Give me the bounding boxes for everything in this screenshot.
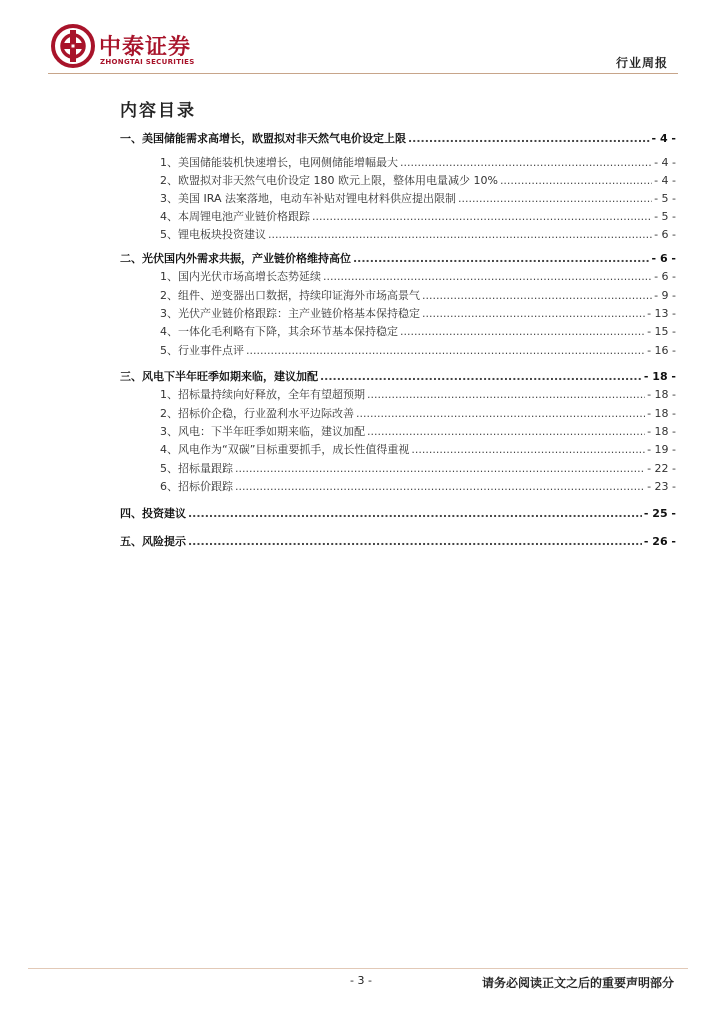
toc-entry[interactable]: [160, 405, 676, 423]
zhongtai-logo-icon: [51, 24, 95, 68]
toc-leader-dots: [188, 533, 642, 551]
toc-entry-page: - 9 -: [654, 289, 676, 302]
toc-entry-number: 1、: [160, 388, 178, 401]
toc-entry-title: 美国储能需求高增长，欧盟拟对非天然气电价设定上限: [142, 132, 406, 145]
toc-entry[interactable]: [160, 342, 676, 360]
toc-leader-dots: [323, 268, 652, 286]
toc-leader-dots: [320, 368, 642, 386]
toc-entry[interactable]: [160, 460, 676, 478]
toc-entry[interactable]: [120, 368, 676, 386]
toc-entry-page: - 4 -: [654, 156, 676, 169]
toc-entry-number: 三、: [120, 370, 142, 383]
toc-entry-number: 3、: [160, 425, 178, 438]
company-name-cn: 中泰证券: [99, 35, 192, 60]
toc-entry-title: 光伏国内外需求共振，产业链价格维持高位: [142, 252, 351, 265]
toc-entry-page: - 25 -: [643, 507, 676, 520]
footer-disclaimer: 请务必阅读正文之后的重要声明部分: [481, 976, 674, 990]
toc-entry-number: 6、: [160, 480, 178, 493]
toc-entry-number: 5、: [160, 462, 178, 475]
toc-leader-dots: [268, 226, 652, 244]
company-name-en: ZHONGTAI SECURITIES: [100, 58, 195, 66]
toc-leader-dots: [400, 154, 652, 172]
toc-entry[interactable]: [160, 478, 676, 496]
toc-entry-page: - 16 -: [647, 344, 676, 357]
footer-divider: [28, 968, 688, 969]
toc-entry-title: 招标价跟踪: [178, 480, 233, 493]
toc-entry-number: 四、: [120, 507, 142, 520]
toc-entry[interactable]: [160, 305, 676, 323]
toc-entry-number: 4、: [160, 325, 178, 338]
toc-entry-page: - 4 -: [654, 174, 676, 187]
toc-entry-title: 美国储能装机快速增长，电网侧储能增幅最大: [178, 156, 398, 169]
toc-entry[interactable]: [160, 172, 676, 190]
toc-entry-title: 一体化毛利略有下降，其余环节基本保持稳定: [178, 325, 398, 338]
toc-entry-title: 锂电板块投资建议: [178, 228, 266, 241]
toc-entry-page: - 13 -: [647, 307, 676, 320]
toc-entry-number: 5、: [160, 228, 178, 241]
toc-entry-title: 光伏产业链价格跟踪：主产业链价格基本保持稳定: [178, 307, 420, 320]
toc-entry[interactable]: [160, 154, 676, 172]
toc-entry-title: 国内光伏市场高增长态势延续: [178, 270, 321, 283]
toc-entry-title: 风电作为“双碳”目标重要抓手，成长性值得重视: [178, 443, 410, 456]
toc-entry-title: 招标量跟踪: [178, 462, 233, 475]
toc-entry-page: - 6 -: [651, 252, 676, 265]
toc-entry[interactable]: [160, 386, 676, 404]
toc-leader-dots: [458, 190, 652, 208]
toc-leader-dots: [500, 172, 652, 190]
toc-leader-dots: [408, 130, 650, 148]
toc-entry-number: 2、: [160, 174, 178, 187]
toc-entry-title: 投资建议: [142, 507, 186, 520]
toc-entry-page: - 6 -: [654, 270, 676, 283]
toc-entry-page: - 18 -: [643, 370, 676, 383]
toc-entry[interactable]: [160, 441, 676, 459]
toc-leader-dots: [367, 386, 645, 404]
toc-entry-page: - 18 -: [647, 425, 676, 438]
toc-entry-number: 2、: [160, 407, 178, 420]
toc-entry[interactable]: [120, 533, 676, 551]
toc-leader-dots: [422, 305, 645, 323]
toc-entry-title: 招标量持续向好释放，全年有望超预期: [178, 388, 365, 401]
toc-entry[interactable]: [160, 226, 676, 244]
toc-entry-number: 4、: [160, 443, 178, 456]
header-divider: [48, 73, 678, 74]
toc-entry-page: - 15 -: [647, 325, 676, 338]
toc-entry[interactable]: [160, 287, 676, 305]
toc-entry-number: 4、: [160, 210, 178, 223]
toc-entry[interactable]: [120, 505, 676, 523]
report-type-label: 行业周报: [615, 56, 668, 70]
toc-entry[interactable]: [160, 423, 676, 441]
toc-title: 内容目录: [120, 101, 196, 121]
toc-entry-title: 欧盟拟对非天然气电价设定 180 欧元上限，整体用电量减少 10%: [178, 174, 498, 187]
toc-entry[interactable]: [160, 268, 676, 286]
toc-entry-number: 一、: [120, 132, 142, 145]
toc-leader-dots: [422, 287, 652, 305]
toc-entry-page: - 26 -: [643, 535, 676, 548]
toc-entry-title: 风险提示: [142, 535, 186, 548]
toc-leader-dots: [400, 323, 645, 341]
toc-leader-dots: [246, 342, 645, 360]
toc-leader-dots: [188, 505, 642, 523]
toc-entry-page: - 5 -: [654, 210, 676, 223]
toc-leader-dots: [235, 460, 645, 478]
toc-entry-number: 5、: [160, 344, 178, 357]
toc-entry-number: 3、: [160, 307, 178, 320]
toc-leader-dots: [312, 208, 652, 226]
page-number: - 3 -: [350, 974, 372, 987]
toc-entry[interactable]: [160, 190, 676, 208]
toc-entry-page: - 23 -: [647, 480, 676, 493]
toc-entry-number: 1、: [160, 270, 178, 283]
toc-entry[interactable]: [160, 323, 676, 341]
toc-entry-number: 1、: [160, 156, 178, 169]
toc-leader-dots: [353, 250, 650, 268]
toc-entry-number: 五、: [120, 535, 142, 548]
toc-entry-page: - 4 -: [651, 132, 676, 145]
toc-entry-title: 招标价企稳，行业盈利水平边际改善: [178, 407, 354, 420]
toc-entry[interactable]: [120, 250, 676, 268]
toc-leader-dots: [367, 423, 645, 441]
toc-entry-number: 3、: [160, 192, 178, 205]
toc-entry-page: - 6 -: [654, 228, 676, 241]
toc-entry-page: - 22 -: [647, 462, 676, 475]
toc-entry-page: - 18 -: [647, 388, 676, 401]
toc-entry[interactable]: [160, 208, 676, 226]
toc-entry-title: 行业事件点评: [178, 344, 244, 357]
toc-entry-page: - 18 -: [647, 407, 676, 420]
toc-entry-title: 本周锂电池产业链价格跟踪: [178, 210, 310, 223]
toc-entry-page: - 19 -: [647, 443, 676, 456]
toc-entry-title: 美国 IRA 法案落地，电动车补贴对锂电材料供应提出限制: [178, 192, 456, 205]
toc-leader-dots: [411, 441, 645, 459]
page-header: [0, 0, 724, 80]
toc-leader-dots: [356, 405, 645, 423]
toc-entry-page: - 5 -: [654, 192, 676, 205]
toc-entry[interactable]: [120, 130, 676, 148]
toc-leader-dots: [235, 478, 645, 496]
toc-entry-number: 二、: [120, 252, 142, 265]
toc-entry-number: 2、: [160, 289, 178, 302]
toc-entry-title: 风电：下半年旺季如期来临，建议加配: [178, 425, 365, 438]
toc-entry-title: 风电下半年旺季如期来临，建议加配: [142, 370, 318, 383]
toc-entry-title: 组件、逆变器出口数据，持续印证海外市场高景气: [178, 289, 420, 302]
